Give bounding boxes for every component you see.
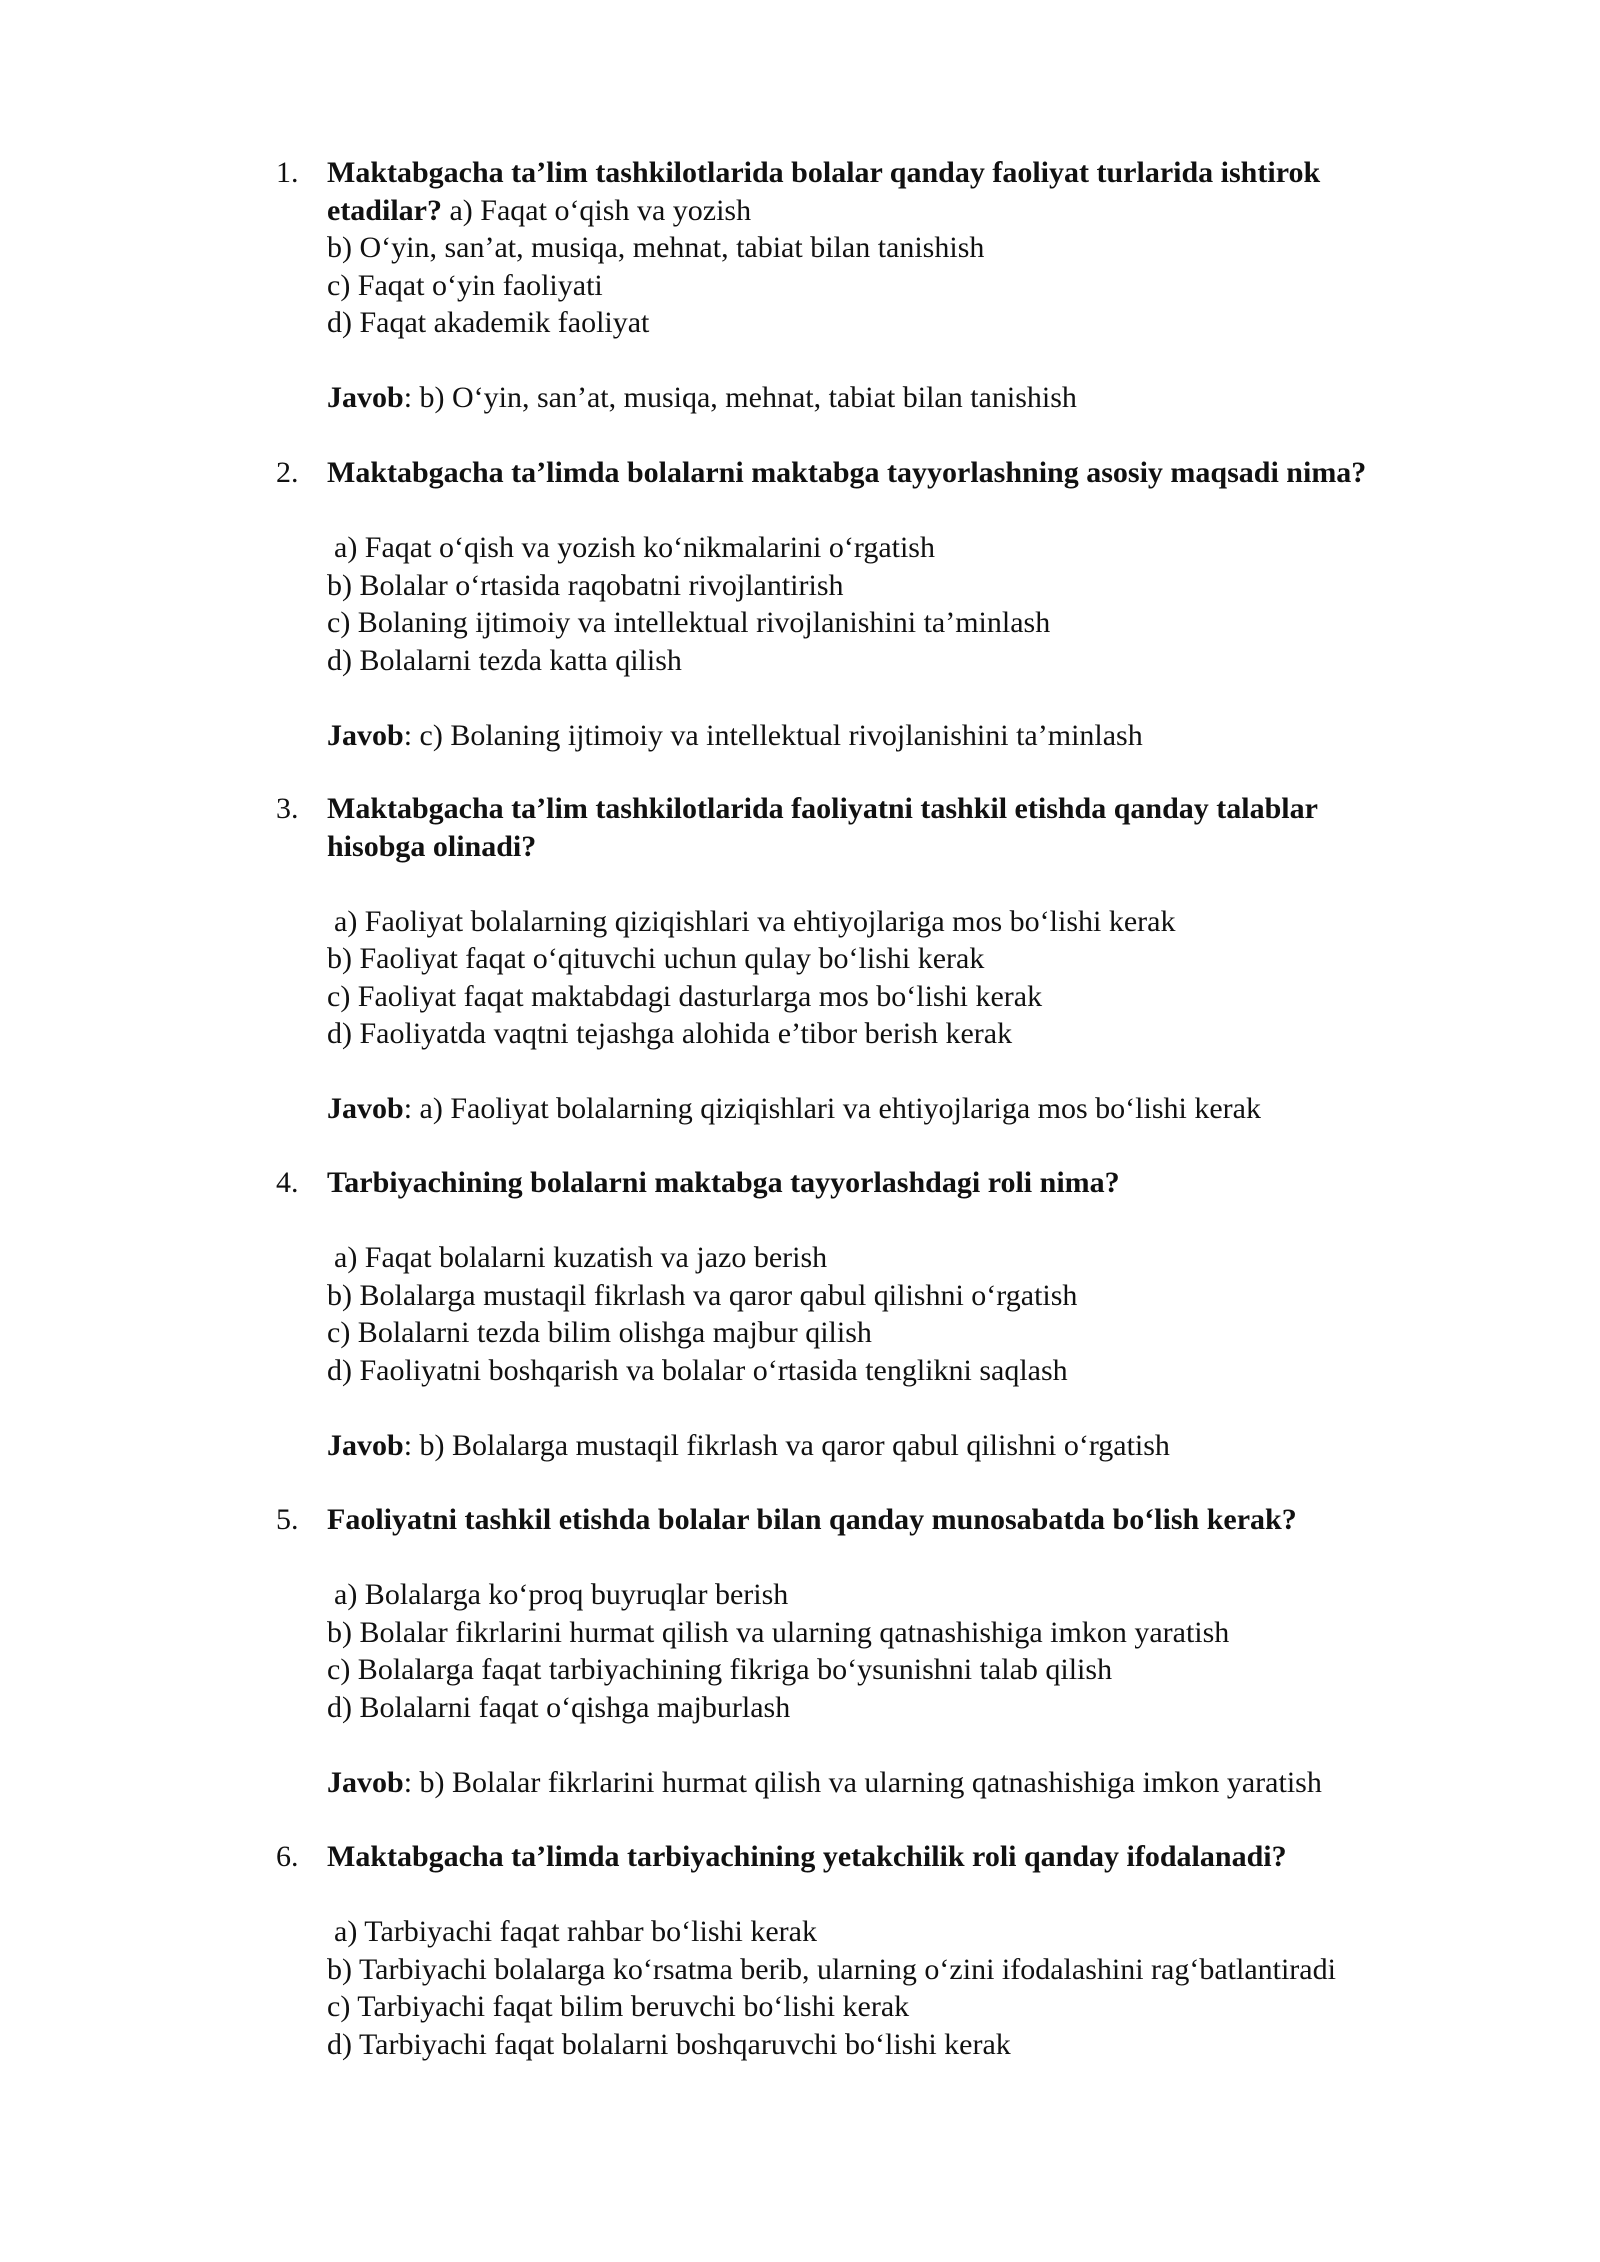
option-b: b) Bolalar o‘rtasida raqobatni rivojlantirish	[327, 568, 844, 602]
option-a: a) Bolalarga ko‘proq buyruqlar berish	[334, 1578, 789, 1611]
question-title: Maktabgacha ta’limda tarbiyachining yetakchilik roli qanday ifodalanadi?	[327, 1840, 1287, 1873]
option-a: a) Faqat o‘qish va yozish ko‘nikmalarini o‘rgatish	[334, 531, 935, 564]
option-c: c) Bolalarga faqat tarbiyachining fikriga bo‘ysunishni talab qilish	[327, 1653, 1113, 1686]
option-c: c) Bolalarni tezda bilim olishga majbur qilish	[327, 1316, 872, 1349]
question-title-continued: hisobga olinadi?	[327, 829, 537, 863]
option-d: d) Tarbiyachi faqat bolalarni boshqaruvchi bo‘lishi kerak	[327, 2027, 1011, 2061]
option-c: c) Tarbiyachi faqat bilim beruvchi bo‘lishi kerak	[327, 1990, 910, 2023]
question-number: 4.	[276, 1166, 299, 1199]
question-number: 2.	[276, 456, 299, 489]
question-body	[327, 454, 1477, 754]
option-c: c) Faqat o‘yin faoliyati	[327, 268, 603, 302]
question-title: Maktabgacha ta’lim tashkilotlarida bolalar qanday faoliyat turlarida ishtirok	[327, 156, 1321, 189]
question-title: Maktabgacha ta’limda bolalarni maktabga tayyorlashning asosiy maqsadi nima?	[327, 456, 1367, 489]
answer: Javob: b) Bolalarga mustaqil fikrlash va qaror qabul qilishni o‘rgatish	[327, 1428, 1170, 1462]
option-d: d) Bolalarni tezda katta qilish	[327, 643, 682, 677]
answer: Javob: a) Faoliyat bolalarning qiziqishlari va ehtiyojlariga mos bo‘lishi kerak	[327, 1092, 1261, 1125]
option-d: d) Faqat akademik faoliyat	[327, 306, 650, 339]
question-body	[327, 1838, 1477, 2063]
option-d: d) Faoliyatni boshqarish va bolalar o‘rtasida tenglikni saqlash	[327, 1353, 1068, 1387]
option-a: a) Faqat o‘qish va yozish	[449, 193, 752, 227]
question-body	[327, 1164, 1477, 1464]
question-number: 6.	[276, 1840, 299, 1873]
question-number: 3.	[276, 792, 299, 825]
option-a: a) Tarbiyachi faqat rahbar bo‘lishi kerak	[334, 1915, 817, 1948]
option-d: d) Bolalarni faqat o‘qishga majburlash	[327, 1690, 791, 1724]
question-title-continued: etadilar? a) Faqat o‘qish va yozish	[327, 193, 752, 227]
answer: Javob: c) Bolaning ijtimoiy va intellektual rivojlanishini ta’minlash	[327, 718, 1143, 752]
option-c: c) Faoliyat faqat maktabdagi dasturlarga mos bo‘lishi kerak	[327, 979, 1043, 1013]
question-title: Tarbiyachining bolalarni maktabga tayyorlashdagi roli nima?	[327, 1166, 1120, 1199]
option-b: b) Bolalarga mustaqil fikrlash va qaror qabul qilishni o‘rgatish	[327, 1278, 1078, 1312]
question-number: 1.	[276, 156, 299, 189]
option-b: b) Tarbiyachi bolalarga ko‘rsatma berib, ularning o‘zini ifodalashini rag‘batlantiradi	[327, 1952, 1336, 1986]
answer: Javob: b) Bolalar fikrlarini hurmat qilish va ularning qatnashishiga imkon yaratish	[327, 1765, 1322, 1799]
question-title: Faoliyatni tashkil etishda bolalar bilan qanday munosabatda bo‘lish kerak?	[327, 1503, 1297, 1536]
option-a: a) Faqat bolalarni kuzatish va jazo berish	[334, 1241, 828, 1274]
option-b: b) O‘yin, san’at, musiqa, mehnat, tabiat bilan tanishish	[327, 231, 985, 264]
answer: Javob: b) O‘yin, san’at, musiqa, mehnat, tabiat bilan tanishish	[327, 381, 1077, 414]
option-b: b) Faoliyat faqat o‘qituvchi uchun qulay bo‘lishi kerak	[327, 942, 985, 975]
question-body	[327, 154, 1477, 417]
question-number: 5.	[276, 1503, 299, 1536]
option-a: a) Faoliyat bolalarning qiziqishlari va ehtiyojlariga mos bo‘lishi kerak	[334, 904, 1176, 938]
question-body	[327, 1501, 1477, 1801]
option-c: c) Bolaning ijtimoiy va intellektual rivojlanishini ta’minlash	[327, 606, 1051, 639]
option-d: d) Faoliyatda vaqtni tejashga alohida e’tibor berish kerak	[327, 1017, 1013, 1050]
question-body	[327, 790, 1477, 1128]
option-b: b) Bolalar fikrlarini hurmat qilish va ularning qatnashishiga imkon yaratish	[327, 1615, 1230, 1649]
question-title: Maktabgacha ta’lim tashkilotlarida faoliyatni tashkil etishda qanday talablar	[327, 792, 1318, 825]
